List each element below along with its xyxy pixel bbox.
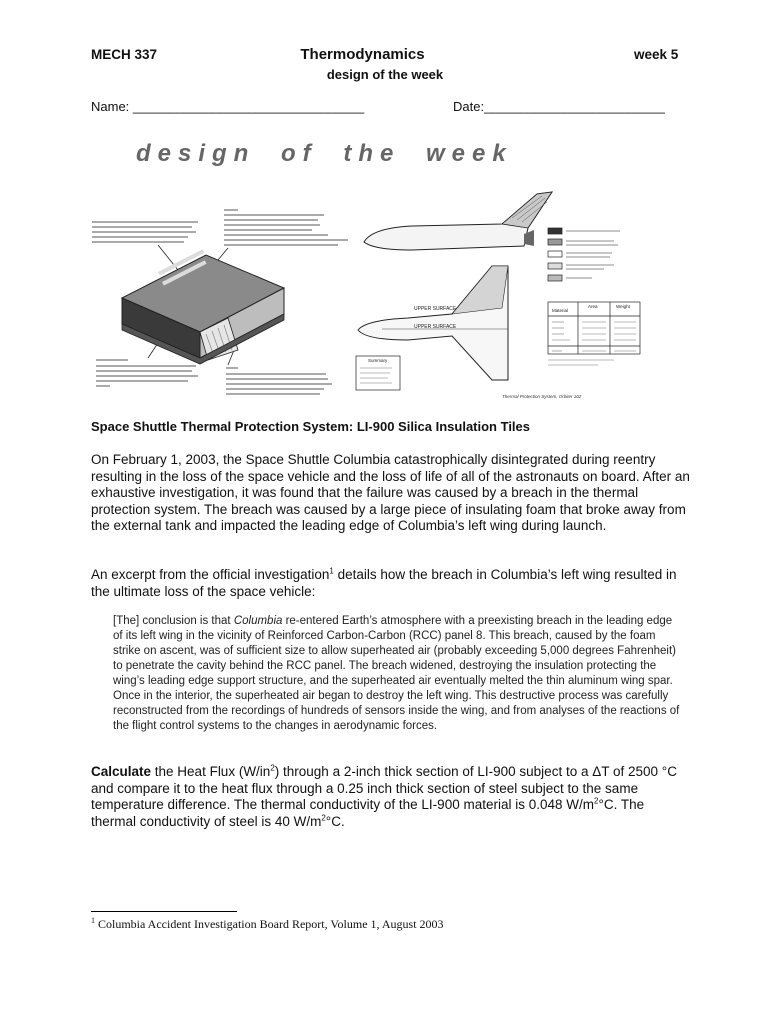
course-code: MECH 337 [91,47,158,62]
investigation-quote [113,614,683,734]
name-field: Name: ________________________________ [91,99,365,114]
calc-text-5: °C. [325,813,345,829]
footnote-ref: 1 [329,566,334,576]
calc-text-1: the Heat Flux (W/in [151,764,271,779]
figure-caption: Thermal Protection System, Orbiter 102 [502,394,582,399]
calc-text-3: T of 2500 °C and compare it to the heat flux through a 0.25 inch thick section of steel subject to the same temperature difference. The thermal conductivity of the LI-900 material is 0.048 W/m [91,764,677,812]
quote-text: [The] conclusion is that [113,615,234,627]
week-label: week 5 [634,47,679,62]
table-material-header: Material [552,308,569,313]
page-subtitle: design of the week [326,67,444,82]
date-field: Date:_________________________ [453,99,665,114]
upper-surface-label-2: UPPER SURFACE [414,324,457,330]
calc-sup-2: 2 [594,796,599,806]
calculate-paragraph [91,764,691,830]
design-of-the-week-title: design of the week [136,140,513,167]
delta-symbol: Δ [592,764,602,779]
intro-paragraph: On February 1, 2003, the Space Shuttle Columbia catastrophically disintegrated during reentry resulting in the loss of the space vehicle and the loss of life of all of the astronauts on board. After an exhaustive investigation, it was found that the failure was caused by a breach in the thermal protection system. The breach was caused by a large piece of insulating foam that broke away from the external tank and impacted the leading edge of Columbia’s left wing during launch. [91,452,690,533]
course-title: Thermodynamics [300,46,425,63]
excerpt-intro-paragraph [91,567,691,600]
calc-text-4: °C. The thermal conductivity of steel is 40 W/m [91,797,645,829]
section-heading: Space Shuttle Thermal Protection System: LI-900 Silica Insulation Tiles [91,419,530,434]
excerpt-intro-text-cont: details how the breach in Columbia’s left wing resulted in the ultimate loss of the space vehicle: [91,567,677,599]
orbiter-tps-diagram [352,184,652,406]
footnote-text: Columbia Accident Investigation Board Report, Volume 1, August 2003 [95,917,444,931]
calculate-label: Calculate [91,764,152,779]
footnote [91,917,444,932]
calc-text-2: ) through a 2-inch thick section of LI-900 subject to a [274,764,593,779]
upper-surface-label-1: UPPER SURFACE [414,306,457,312]
footnote-number: 1 [91,916,95,925]
quote-italic-columbia: Columbia [233,615,283,627]
calc-sup-3: 2 [321,813,326,822]
excerpt-intro-text: An excerpt from the official investigation [91,567,330,582]
tile-cutaway-figure [88,200,358,405]
table-weight-header: Weight [616,304,630,309]
footnote-rule [91,911,237,912]
calc-sup-1: 2 [270,763,275,773]
summary-box-title: Summary [368,358,388,363]
quote-text-cont: re-entered Earth’s atmosphere with a preexisting breach in the leading edge of its left wing in the vicinity of Reinforced Carbon-Carbon (RCC) panel 8. This breach, caused by the foam strike on ascent, was of sufficient size to allow superheated air (probably exceeding 5,000 degrees Fahrenheit) to penetrate the cavity behind the RCC panel. The breach widened, destroying the insulation protecting the wing’s leading edge support structure, and the superheated air eventually melted the thin aluminum wing spar. Once in the interior, the superheated air began to destroy the left wing. This destructive process was carefully reconstructed from the recordings of hundreds of sensors inside the wing, and from analyses of the reactions of the flight control systems to the changes in aerodynamic forces. [113,615,680,732]
table-area-header: Area [588,304,598,309]
